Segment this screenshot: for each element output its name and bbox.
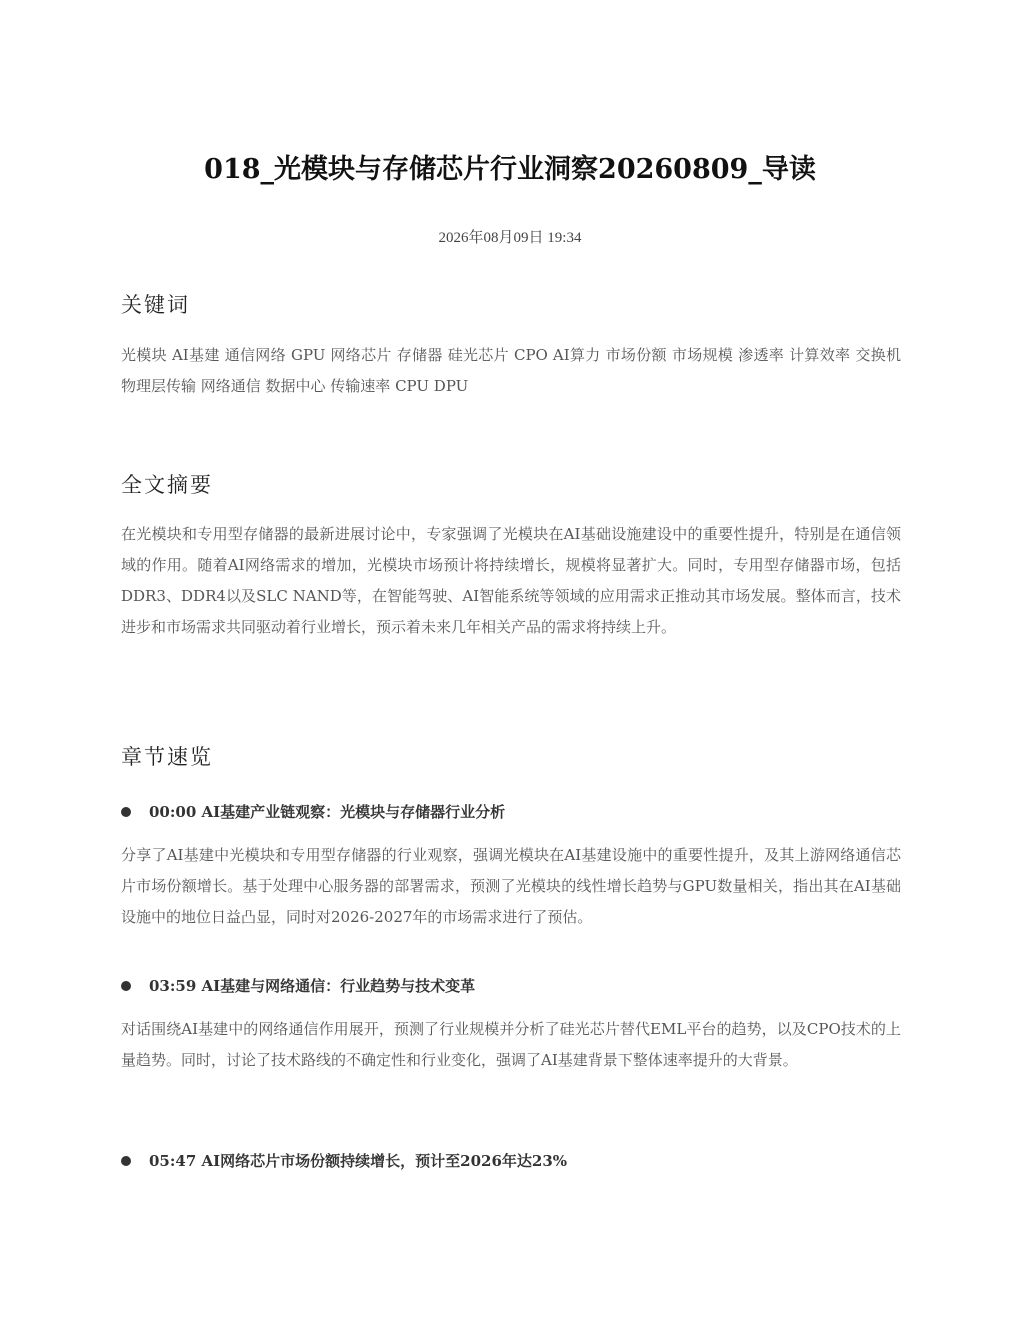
chapter-item-2	[121, 972, 901, 1000]
chapter-item-1	[121, 798, 901, 826]
chapter-text: 对话围绕AI基建中的网络通信作用展开，预测了行业规模并分析了硅光芯片替代EML平台的趋势，以及CPO技术的上量趋势。同时，讨论了技术路线的不确定性和行业变化，强调了AI基建背景下整体速率提升的大背景。	[121, 1020, 901, 1069]
chapter-title: 05:47 AI网络芯片市场份额持续增长，预计至2026年达23%	[149, 1152, 568, 1170]
summary-heading: 全文摘要	[121, 473, 213, 497]
chapter-item-3	[121, 1147, 901, 1175]
document-date: 2026年08月09日 19:34	[438, 230, 582, 246]
bullet-icon	[121, 807, 131, 817]
chapters-heading: 章节速览	[121, 745, 213, 769]
bullet-icon	[121, 981, 131, 991]
summary-text: 在光模块和专用型存储器的最新进展讨论中，专家强调了光模块在AI基础设施建设中的重要性提升，特别是在通信领域的作用。随着AI网络需求的增加，光模块市场预计将持续增长，规模将显著扩大。同时，专用型存储器市场，包括DDR3、DDR4以及SLC NAND等，在智能驾驶、AI智能系统等领域的应用需求正推动其市场发展。整体而言，技术进步和市场需求共同驱动着行业增长，预示着未来几年相关产品的需求将持续上升。	[121, 525, 901, 636]
chapter-text: 分享了AI基建中光模块和专用型存储器的行业观察，强调光模块在AI基建设施中的重要性提升，及其上游网络通信芯片市场份额增长。基于处理中心服务器的部署需求，预测了光模块的线性增长趋势与GPU数量相关，指出其在AI基础设施中的地位日益凸显，同时对2026-2027年的市场需求进行了预估。	[121, 846, 901, 926]
keywords-heading: 关键词	[121, 293, 190, 317]
bullet-icon	[121, 1156, 131, 1166]
chapter-title: 00:00 AI基建产业链观察：光模块与存储器行业分析	[149, 803, 506, 821]
chapter-title: 03:59 AI基建与网络通信：行业趋势与技术变革	[149, 977, 476, 995]
keywords-text: 光模块 AI基建 通信网络 GPU 网络芯片 存储器 硅光芯片 CPO AI算力 市场份额 市场规模 渗透率 计算效率 交换机 物理层传输 网络通信 数据中心 传输速率 CPU DPU	[121, 346, 901, 395]
document-title: 018_光模块与存储芯片行业洞察20260809_导读	[204, 154, 816, 185]
